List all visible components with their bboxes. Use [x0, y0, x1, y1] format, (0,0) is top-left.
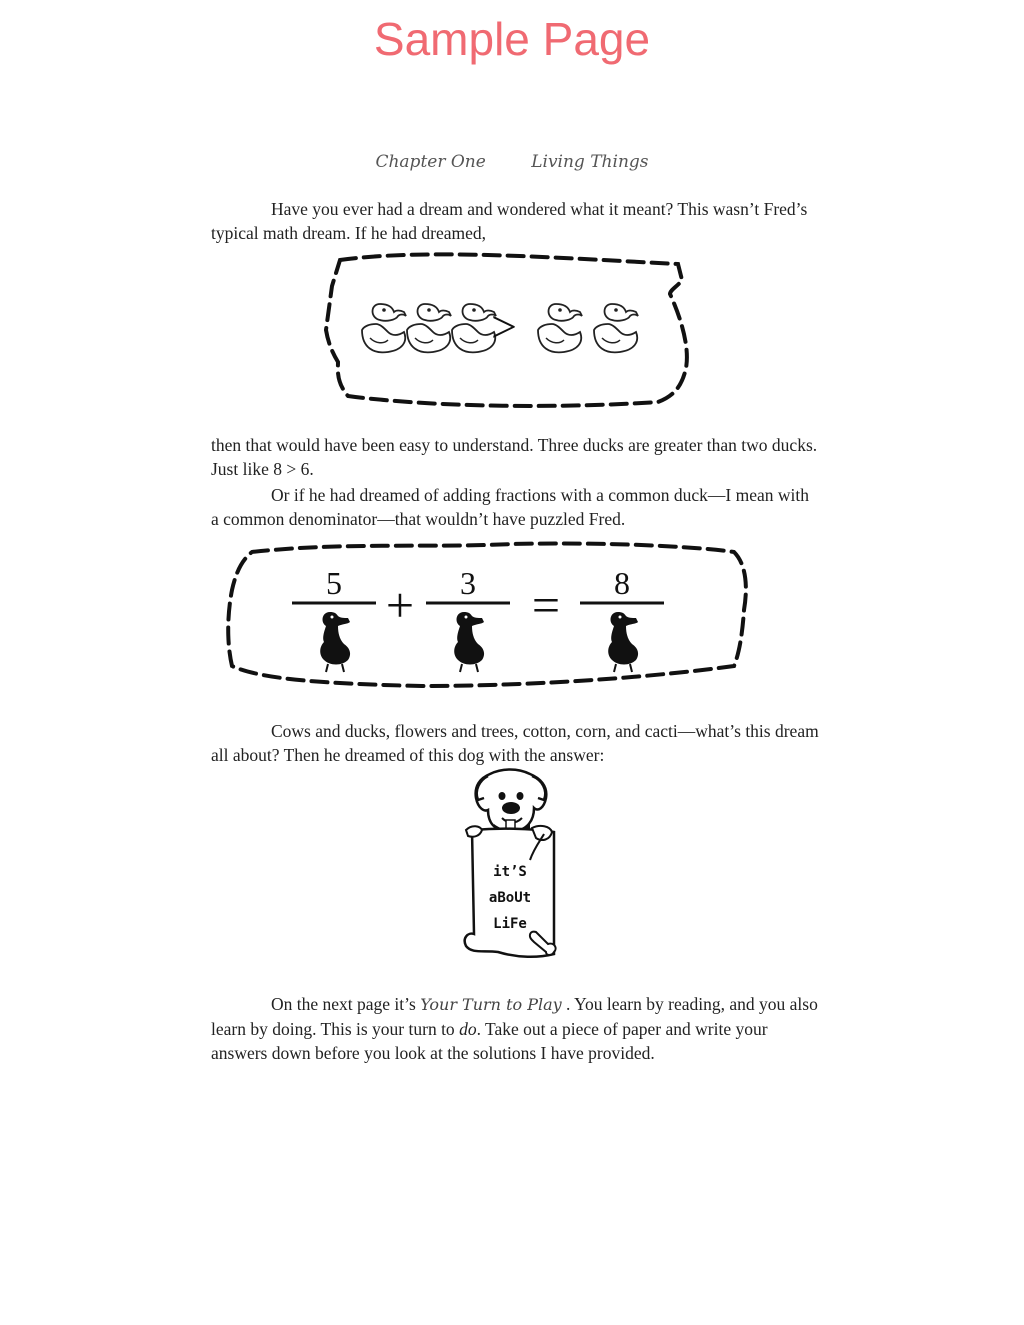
sign-text-line-1: it’S — [493, 864, 527, 880]
your-turn-to-play-title: Your Turn to Play — [420, 995, 562, 1014]
duck-icon — [362, 304, 406, 352]
chapter-heading — [0, 152, 1024, 172]
duck-icon — [538, 304, 582, 352]
duck-icon — [594, 304, 638, 352]
equals-sign: = — [531, 577, 561, 633]
duck-icon — [452, 304, 496, 352]
black-duck-icon — [454, 612, 484, 672]
your-turn-text-middle: . You learn by reading, and you also learn by doing. This is your turn to — [211, 994, 818, 1039]
fraction-equation-illustration — [222, 540, 752, 690]
duck-icon — [407, 304, 451, 352]
black-duck-icon — [320, 612, 350, 672]
chapter-number: Chapter One — [375, 152, 486, 172]
your-turn-text-end: . Take out a piece of paper and write your answers down before you look at the solutions I have provided. — [211, 1019, 768, 1063]
fraction-numerator: 8 — [614, 565, 630, 601]
dog-with-sign-illustration — [458, 768, 568, 966]
sign-text-line-2: aBoUt — [488, 890, 532, 906]
duck-comparison-illustration — [318, 246, 696, 412]
sample-page-watermark: Sample Page — [373, 13, 651, 65]
paragraph-easy: then that would have been easy to understand. Three ducks are greater than two ducks. Just like 8 > 6. — [211, 435, 818, 479]
fraction-numerator: 3 — [460, 565, 476, 601]
sign-text-line-3: LiFe — [493, 916, 527, 932]
paragraph-fractions: Or if he had dreamed of adding fractions with a common duck—I mean with a common denominator—that wouldn’t have puzzled Fred. — [211, 485, 809, 529]
fraction-numerator: 5 — [326, 565, 342, 601]
greater-than-symbol: > — [491, 301, 517, 352]
chapter-title: Living Things — [531, 152, 649, 172]
paragraph-dream-question: Cows and ducks, flowers and trees, cotton, corn, and cacti—what’s this dream all about? Then he dreamed of this dog with the answer: — [211, 721, 819, 765]
black-duck-icon — [608, 612, 638, 672]
paragraph-intro: Have you ever had a dream and wondered what it meant? This wasn’t Fred’s typical math dream. If he had dreamed, — [211, 199, 808, 243]
do-emphasis: do — [459, 1019, 477, 1039]
your-turn-text-start: On the next page it’s — [271, 994, 421, 1014]
paragraph-your-turn — [211, 992, 821, 1065]
plus-sign: + — [385, 577, 415, 633]
